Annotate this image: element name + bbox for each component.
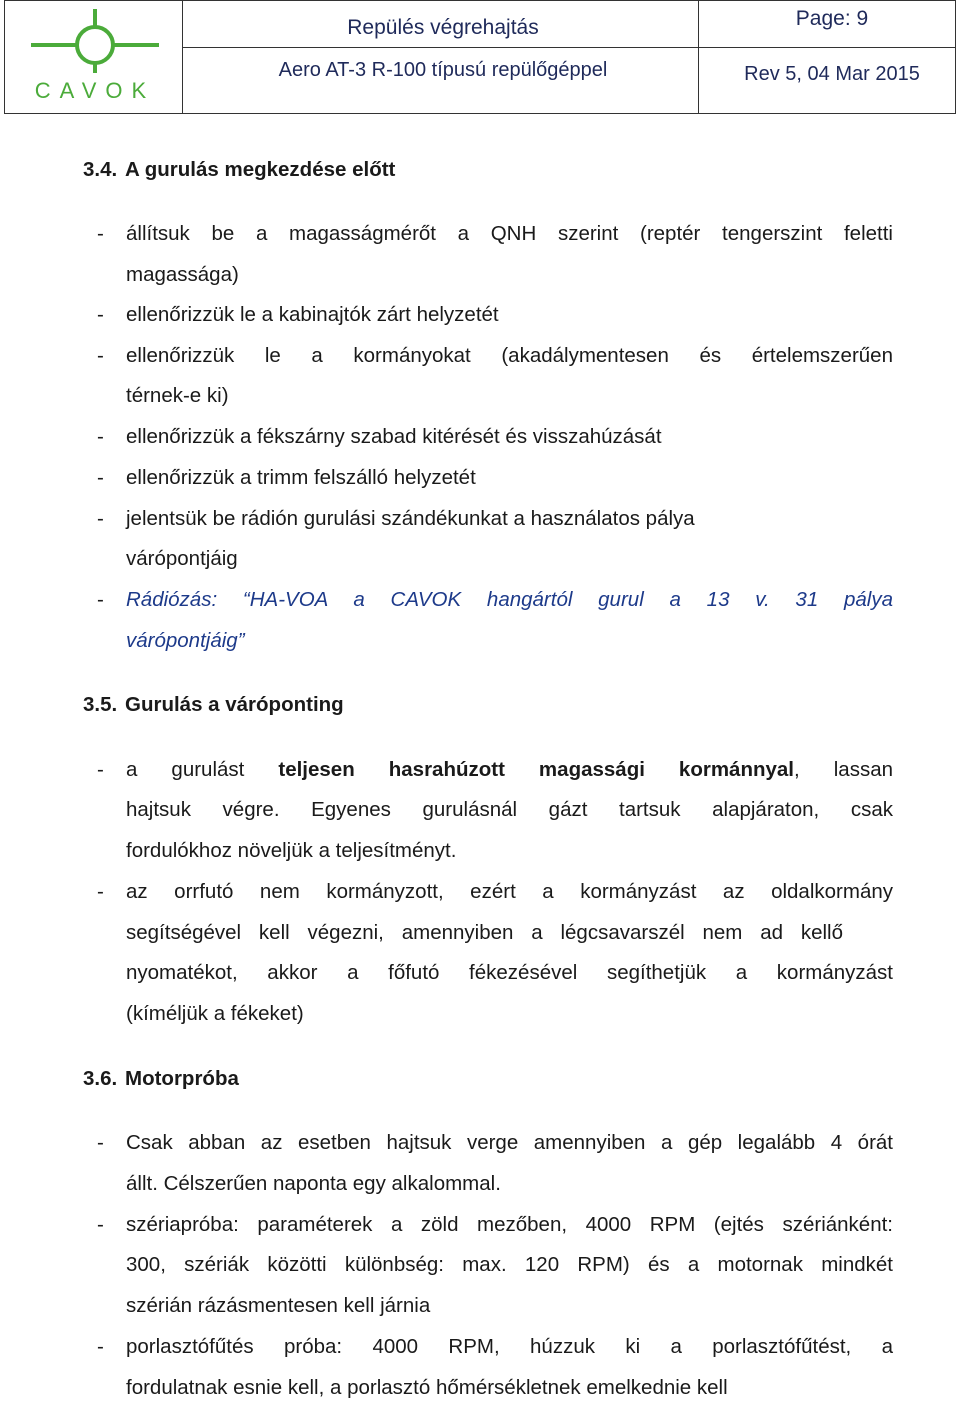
- radio-phrase: Rádiózás: “HA-VOA a CAVOK hangártól gurul a 13 v. 31 pálya: [126, 588, 893, 611]
- section-3-6-title: Motorpróba: [125, 1067, 239, 1090]
- list-item-radio-report-cont: várópontjáig: [126, 547, 238, 570]
- header-divider-row: [182, 47, 955, 48]
- header-border-top: [4, 0, 956, 1]
- bullet-dash: -: [97, 344, 104, 367]
- document-title: Repülés végrehajtás: [347, 16, 539, 39]
- header-divider-1: [182, 0, 183, 114]
- taxi-instruction-line1: [126, 757, 893, 783]
- list-item-flaps: ellenőrizzük a fékszárny szabad kitérését és visszahúzását: [126, 425, 662, 448]
- header-border-left: [4, 0, 5, 114]
- runup-condition-line2: állt. Célszerűen naponta egy alkalommal.: [126, 1172, 501, 1195]
- bullet-dash: -: [97, 1335, 104, 1358]
- bullet-dash: -: [97, 425, 104, 448]
- taxi-instruction-line3: fordulókhoz növeljük a teljesítményt.: [126, 839, 457, 862]
- radio-phrase-cont: várópontjáig”: [126, 629, 245, 652]
- bullet-dash: -: [97, 466, 104, 489]
- bullet-dash: -: [97, 1213, 104, 1236]
- bullet-dash: -: [97, 507, 104, 530]
- nosewheel-line4: (kíméljük a fékeket): [126, 1002, 304, 1025]
- nosewheel-line3: nyomatékot, akkor a főfutó fékezésével segíthetjük a kormányzást: [126, 961, 893, 984]
- list-item-doors: ellenőrizzük le a kabinajtók zárt helyzetét: [126, 303, 499, 326]
- bullet-dash: -: [97, 222, 104, 245]
- section-3-4-title: A gurulás megkezdése előtt: [125, 158, 396, 181]
- section-3-5-title: Gurulás a váróponting: [125, 693, 344, 716]
- taxi-instruction-line2: hajtsuk végre. Egyenes gurulásnál gázt tartsuk alapjáraton, csak: [126, 798, 893, 821]
- magneto-check-line2: 300, szériák közötti különbség: max. 120 RPM) és a motornak mindkét: [126, 1253, 893, 1276]
- section-3-5-number: 3.5.: [83, 693, 118, 716]
- bullet-dash: -: [97, 1131, 104, 1154]
- section-3-4-number: 3.4.: [83, 158, 118, 181]
- list-item-radio-report: jelentsük be rádión gurulási szándékunkat a használatos pálya: [126, 507, 695, 530]
- bullet-dash: -: [97, 758, 104, 781]
- list-item-controls: ellenőrizzük le a kormányokat (akadálymentesen és értelemszerűen: [126, 344, 893, 367]
- magneto-check-line1: szériapróba: paraméterek a zöld mezőben, 4000 RPM (ejtés szériánként:: [126, 1213, 893, 1236]
- revision-date: Rev 5, 04 Mar 2015: [744, 63, 920, 85]
- logo-text: CAVOK: [34, 78, 156, 103]
- taxi-text-post: , lassan: [794, 758, 893, 781]
- page-header: [4, 0, 956, 114]
- magneto-check-line3: szérián rázásmentesen kell járnia: [126, 1294, 431, 1317]
- bullet-dash: -: [97, 588, 104, 611]
- list-item-altimeter: állítsuk be a magasságmérőt a QNH szerint (reptér tengerszint feletti: [126, 222, 893, 245]
- taxi-text-pre: a gurulást: [126, 758, 279, 781]
- bullet-dash: -: [97, 303, 104, 326]
- carb-heat-line2: fordulatnak esnie kell, a porlasztó hőmérsékletnek emelkednie kell: [126, 1376, 728, 1399]
- list-item-altimeter-cont: magassága): [126, 263, 239, 286]
- list-item-trim: ellenőrizzük a trimm felszálló helyzetét: [126, 466, 476, 489]
- runup-condition-line1: Csak abban az esetben hajtsuk verge amennyiben a gép legalább 4 órát: [126, 1131, 893, 1154]
- nosewheel-line2: segítségével kell végezni, amennyiben a légcsavarszél nem ad kellő: [126, 921, 843, 944]
- nosewheel-line1: az orrfutó nem kormányzott, ezért a kormányzást az oldalkormány: [126, 880, 893, 903]
- taxi-text-bold: teljesen hasrahúzott magassági kormánnyal: [278, 758, 795, 781]
- bullet-dash: -: [97, 880, 104, 903]
- list-item-controls-cont: térnek-e ki): [126, 384, 229, 407]
- section-3-6-number: 3.6.: [83, 1067, 118, 1090]
- header-border-bottom: [4, 113, 956, 114]
- cavok-logo: [9, 5, 181, 109]
- page-number: Page: 9: [795, 7, 869, 30]
- document-subtitle: Aero AT-3 R-100 típusú repülőgéppel: [278, 59, 608, 81]
- carb-heat-line1: porlasztófűtés próba: 4000 RPM, húzzuk ki a porlasztófűtést, a: [126, 1335, 893, 1358]
